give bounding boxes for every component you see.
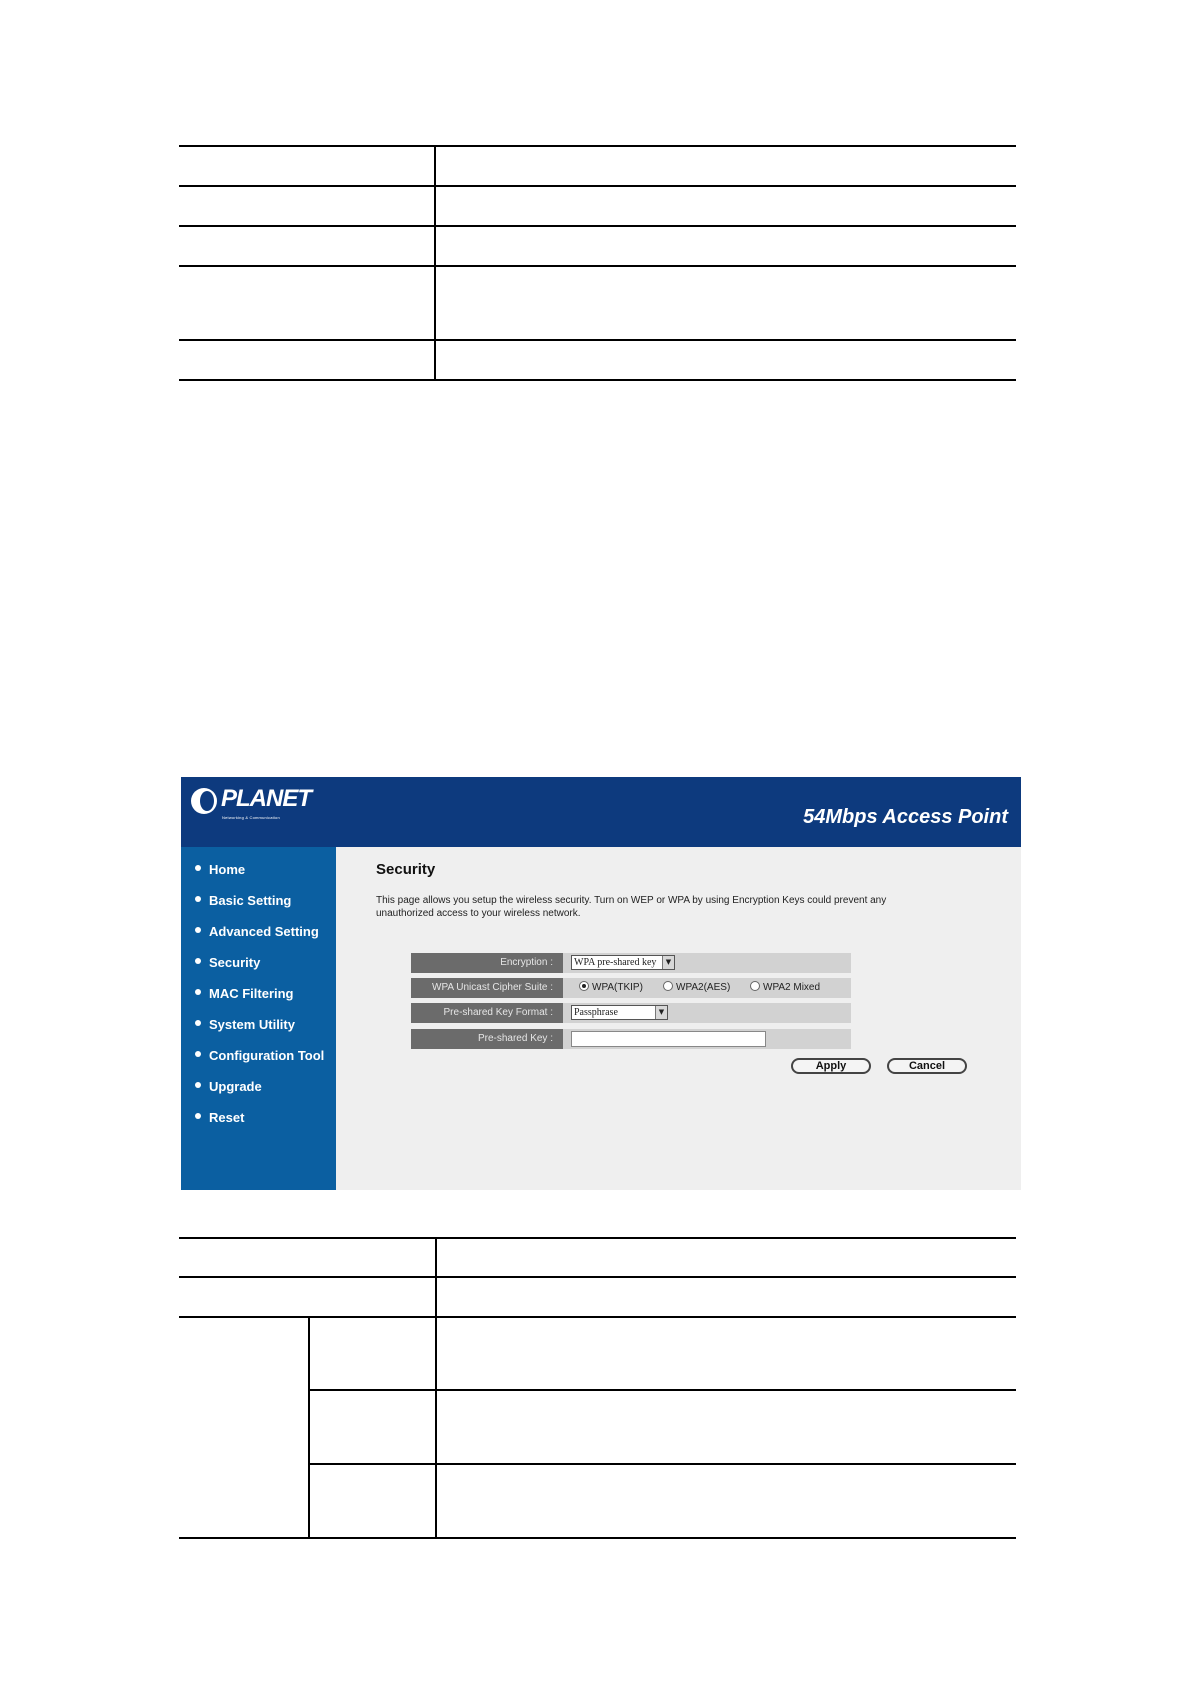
sidebar-item-configuration-tool[interactable]: [195, 1048, 324, 1063]
key-format-select[interactable]: [571, 1005, 668, 1020]
radio-wpa-tkip[interactable]: [579, 982, 643, 994]
encryption-select[interactable]: [571, 955, 675, 970]
radio-label: WPA2(AES): [676, 982, 731, 993]
table-rule: [179, 1537, 1016, 1539]
cipher-suite-row: [411, 978, 851, 998]
sidebar-item-mac-filtering[interactable]: [195, 986, 294, 1001]
bottom-table: [179, 1237, 1016, 1539]
table-row: [179, 146, 1016, 186]
table-rule: [309, 1389, 1016, 1391]
table-top-border: [179, 145, 1016, 147]
radio-label: WPA2 Mixed: [763, 982, 821, 993]
sidebar-item-security[interactable]: [195, 955, 260, 970]
product-title: 54Mbps Access Point: [803, 806, 1008, 828]
main-content: [336, 847, 1021, 1190]
pre-shared-key-input[interactable]: [571, 1031, 766, 1047]
table-rule: [179, 1316, 1016, 1318]
bullet-icon: [195, 865, 201, 871]
sidebar-item-label: Basic Setting: [209, 893, 292, 908]
encryption-row: [411, 953, 851, 973]
sidebar-item-label: Reset: [209, 1110, 245, 1125]
pre-shared-key-row: [411, 1029, 851, 1049]
cipher-suite-label: WPA Unicast Cipher Suite :: [411, 978, 563, 998]
sidebar-item-reset[interactable]: [195, 1110, 244, 1125]
table-rule: [309, 1463, 1016, 1465]
bullet-icon: [195, 1051, 201, 1057]
radio-unselected-icon: [750, 981, 760, 991]
key-format-label: Pre-shared Key Format :: [411, 1003, 563, 1023]
key-format-select-value: Passphrase: [574, 1007, 618, 1018]
radio-selected-icon: [579, 981, 589, 991]
sidebar-item-upgrade[interactable]: [195, 1079, 262, 1094]
radio-wpa2-aes[interactable]: [663, 982, 730, 994]
radio-label: WPA(TKIP): [592, 982, 643, 993]
sidebar-item-label: Configuration Tool: [209, 1048, 325, 1063]
encryption-select-value: WPA pre-shared key: [574, 957, 657, 968]
table-row: [179, 266, 1016, 340]
bullet-icon: [195, 989, 201, 995]
top-table: [179, 145, 1016, 381]
logo-text: PLANET: [221, 785, 311, 812]
radio-unselected-icon: [663, 981, 673, 991]
radio-wpa2-mixed[interactable]: [750, 982, 820, 994]
table-rule: [179, 1276, 1016, 1278]
sidebar: [181, 847, 336, 1190]
access-point-ui: [181, 777, 1021, 1190]
bullet-icon: [195, 1082, 201, 1088]
table-row: [179, 186, 1016, 226]
chevron-down-icon: ▼: [655, 1006, 667, 1019]
table-row: [179, 226, 1016, 266]
table-rule: [179, 1237, 1016, 1239]
bullet-icon: [195, 927, 201, 933]
sidebar-item-system-utility[interactable]: [195, 1017, 295, 1032]
sidebar-item-label: System Utility: [209, 1017, 295, 1032]
sidebar-item-label: Upgrade: [209, 1079, 262, 1094]
bullet-icon: [195, 1113, 201, 1119]
table-row: [179, 340, 1016, 380]
planet-logo-icon: [191, 788, 217, 814]
apply-button[interactable]: Apply: [791, 1058, 871, 1074]
sidebar-item-label: Home: [209, 862, 246, 877]
page-description: This page allows you setup the wireless security. Turn on WEP or WPA by using Encryption Keys could prevent any unauthorized access to your wireless network.: [376, 895, 887, 919]
pre-shared-key-label: Pre-shared Key :: [411, 1029, 563, 1049]
bullet-icon: [195, 958, 201, 964]
chevron-down-icon: ▼: [662, 956, 674, 969]
encryption-label: Encryption :: [411, 953, 563, 973]
table-column-rule: [308, 1316, 310, 1539]
sidebar-item-label: Advanced Setting: [209, 924, 319, 939]
sidebar-item-basic-setting[interactable]: [195, 893, 291, 908]
sidebar-item-home[interactable]: [195, 862, 245, 877]
sidebar-item-advanced-setting[interactable]: [195, 924, 319, 939]
sidebar-item-label: Security: [209, 955, 261, 970]
table-column-rule: [435, 1237, 437, 1539]
bullet-icon: [195, 1020, 201, 1026]
logo-subtitle: Networking & Communication: [222, 815, 280, 820]
page-title: Security: [376, 861, 436, 878]
key-format-row: [411, 1003, 851, 1023]
bullet-icon: [195, 896, 201, 902]
sidebar-item-label: MAC Filtering: [209, 986, 294, 1001]
planet-logo: [191, 785, 311, 828]
app-header: [181, 777, 1021, 847]
cancel-button[interactable]: Cancel: [887, 1058, 967, 1074]
